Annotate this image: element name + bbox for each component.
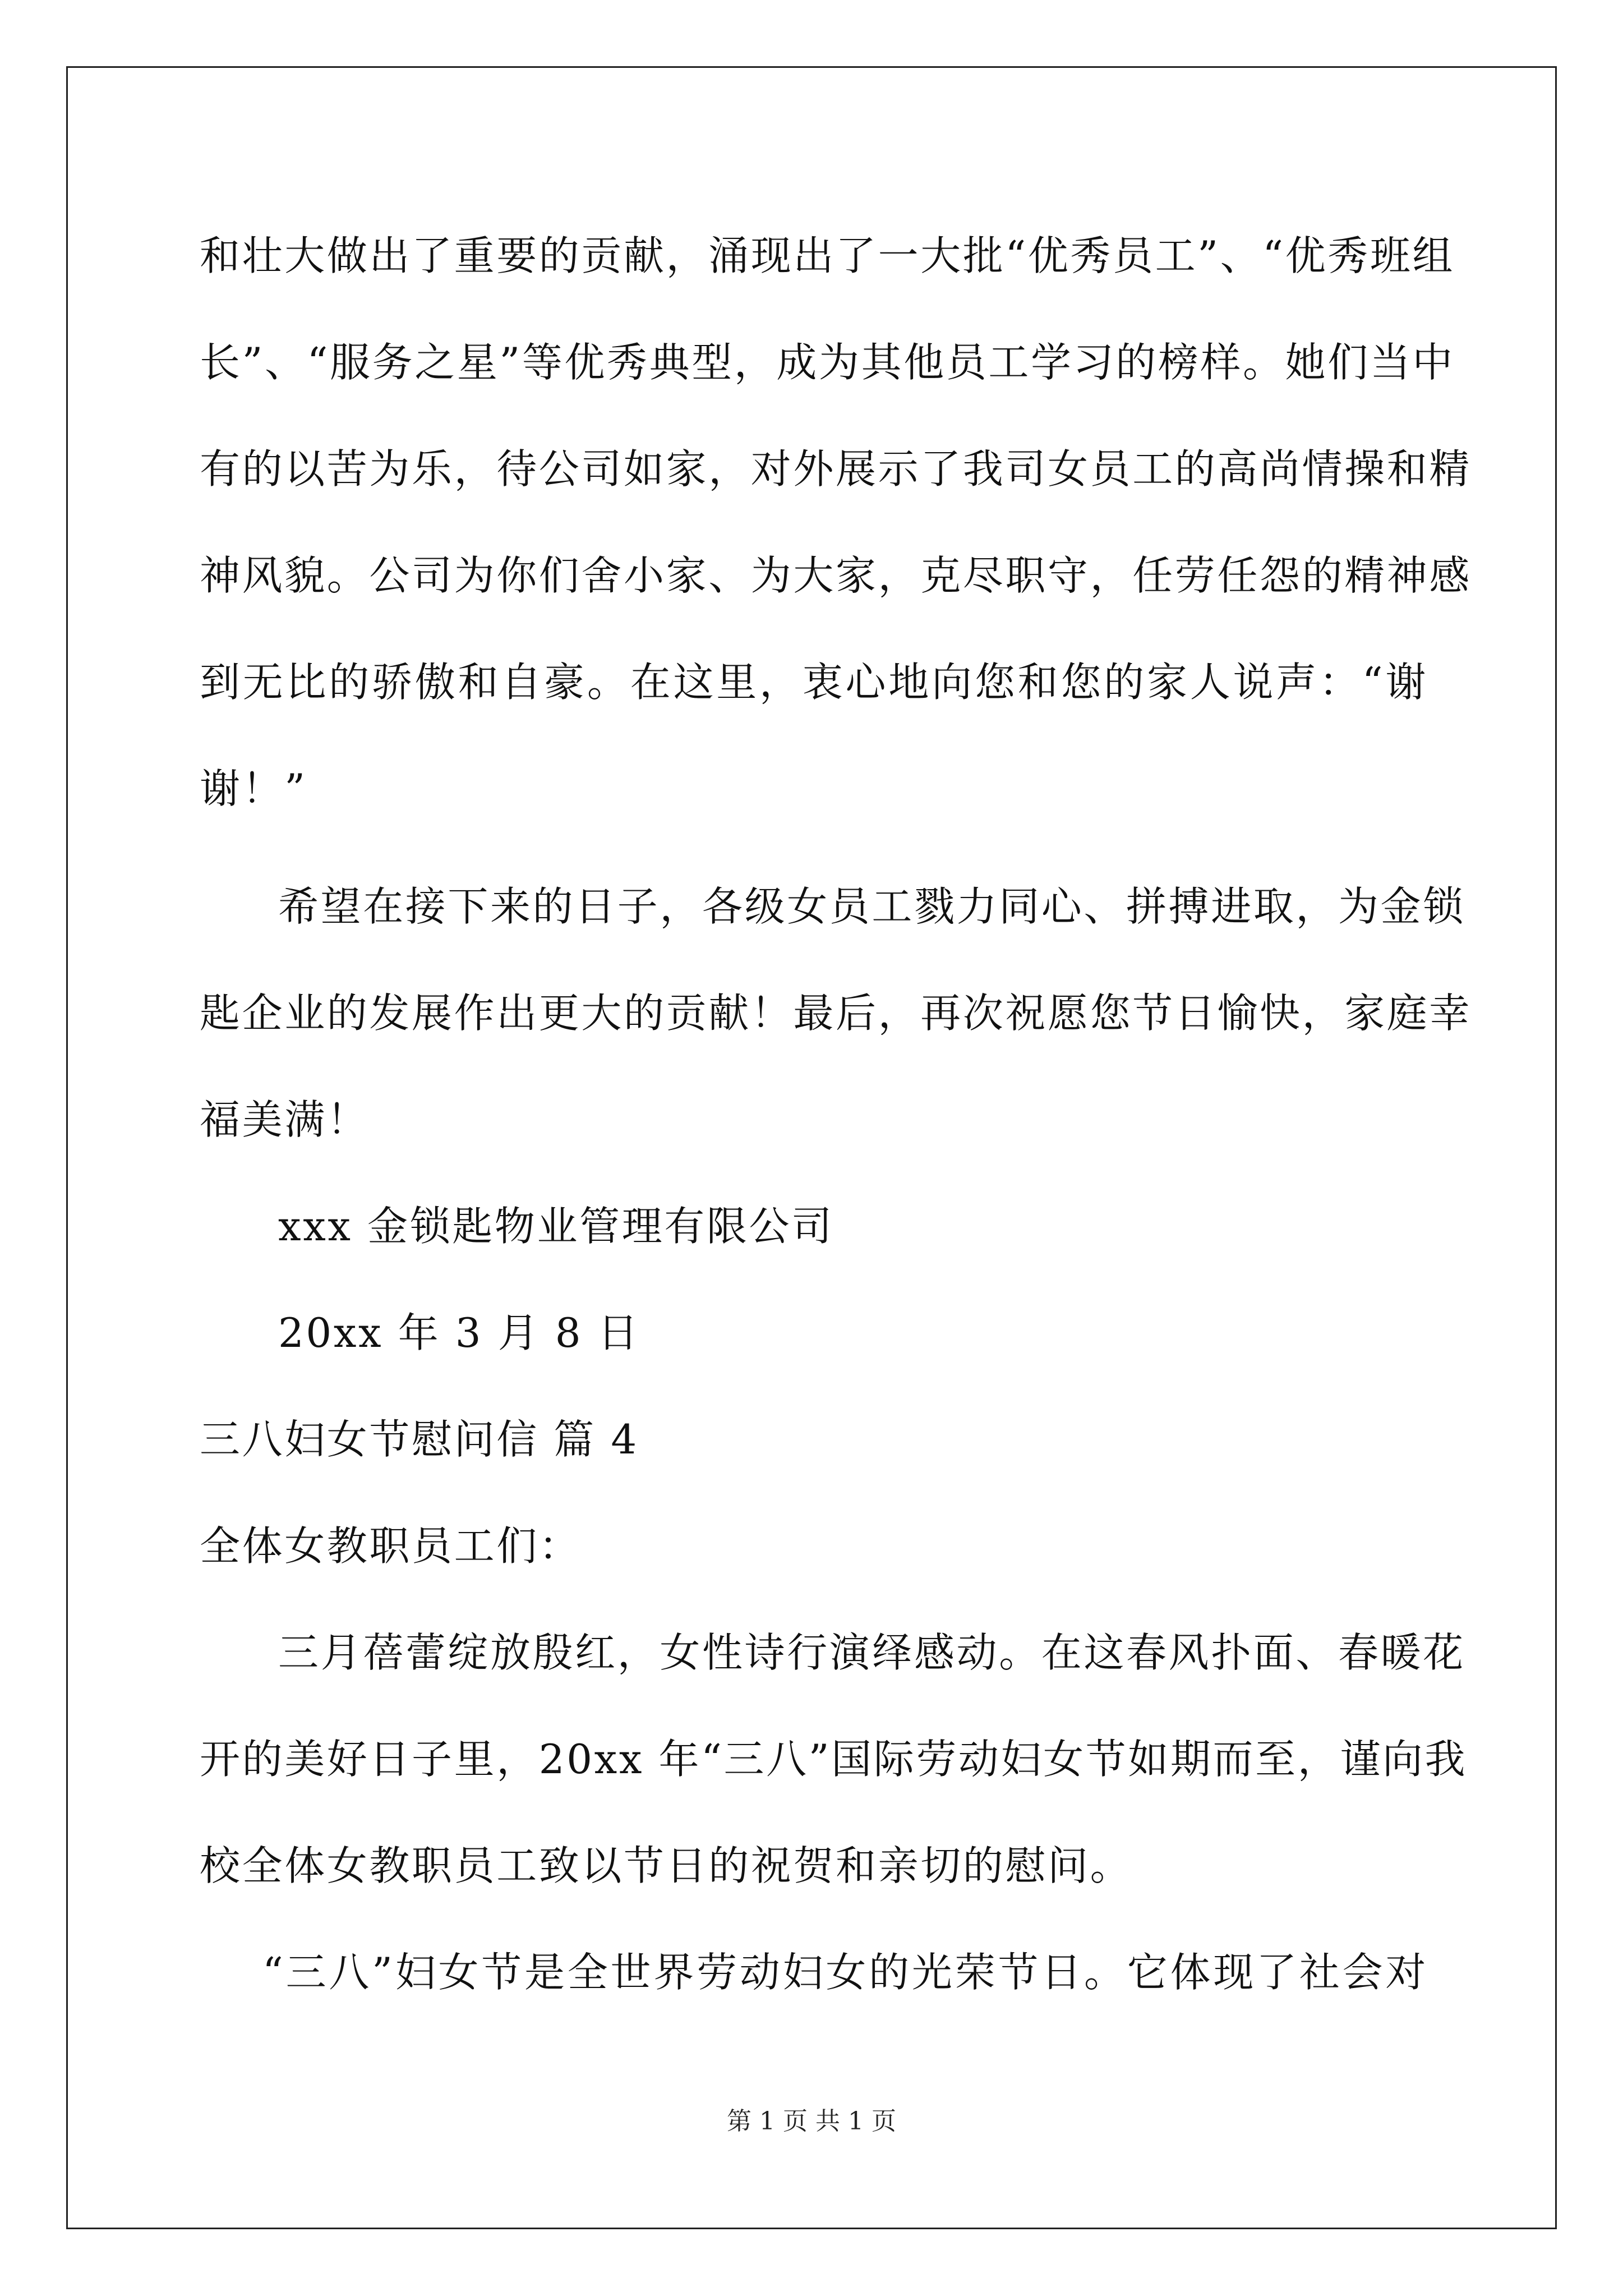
signature-date: 20xx 年 3 月 8 日 bbox=[278, 1309, 640, 1356]
body-line-9: 福美满！ bbox=[200, 1096, 370, 1143]
body-line-2: 长”、“服务之星”等优秀典型，成为其他员工学习的榜样。她们当中 bbox=[200, 339, 1455, 386]
page-footer: 第 1 页 共 1 页 bbox=[727, 2107, 896, 2136]
body-line-16: 校全体女教职员工致以节日的祝贺和亲切的慰问。 bbox=[200, 1842, 1133, 1889]
body-line-15: 开的美好日子里，20xx 年“三八”国际劳动妇女节如期而至，谨向我 bbox=[200, 1736, 1468, 1783]
body-line-3: 有的以苦为乐，待公司如家，对外展示了我司女员工的高尚情操和精 bbox=[200, 445, 1472, 493]
body-line-1: 和壮大做出了重要的贡献，涌现出了一大批“优秀员工”、“优秀班组 bbox=[200, 232, 1455, 279]
body-line-4: 神风貌。公司为你们舍小家、为大家，克尽职守，任劳任怨的精神感 bbox=[200, 552, 1472, 599]
page-border bbox=[66, 66, 1557, 2229]
body-line-17: “三八”妇女节是全世界劳动妇女的光荣节日。它体现了社会对 bbox=[262, 1949, 1428, 1996]
section-heading: 三八妇女节慰问信 篇 4 bbox=[200, 1416, 639, 1463]
body-line-8: 匙企业的发展作出更大的贡献！最后，再次祝愿您节日愉快，家庭幸 bbox=[200, 990, 1472, 1037]
signature-company: xxx 金锁匙物业管理有限公司 bbox=[278, 1203, 834, 1250]
body-line-6: 谢！” bbox=[200, 765, 307, 812]
body-line-14: 三月蓓蕾绽放殷红，女性诗行演绎感动。在这春风扑面、春暖花 bbox=[278, 1629, 1465, 1676]
body-line-7: 希望在接下来的日子，各级女员工戮力同心、拼搏进取，为金锁 bbox=[278, 883, 1465, 930]
salutation: 全体女教职员工们： bbox=[200, 1522, 582, 1570]
body-line-5: 到无比的骄傲和自豪。在这里，衷心地向您和您的家人说声：“谢 bbox=[200, 659, 1428, 706]
